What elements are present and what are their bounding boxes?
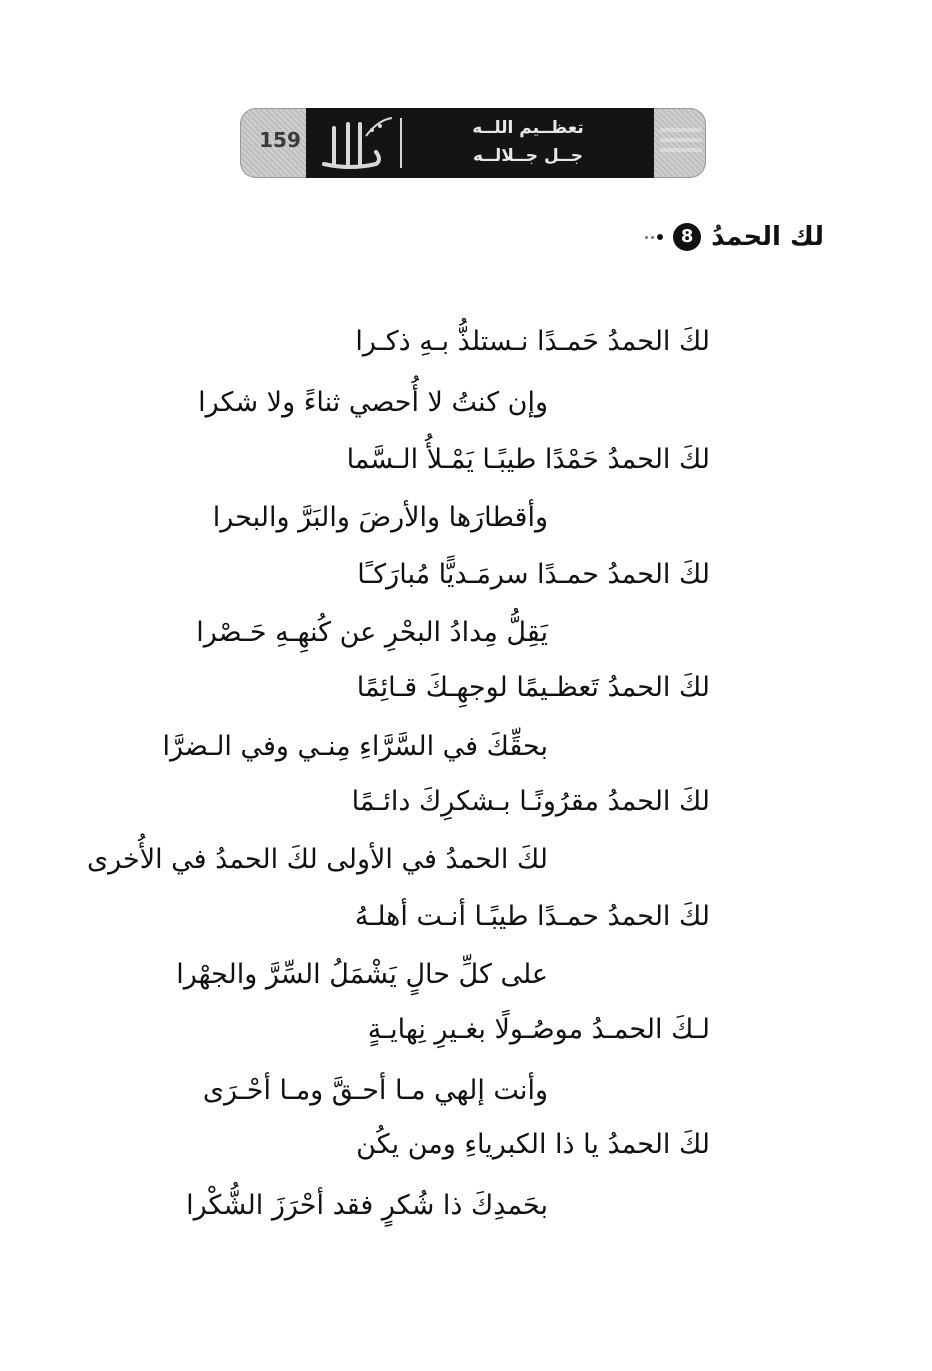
verse-5-second-hemistich: لكَ الحمدُ في الأولى لكَ الحمدُ في الأُخرى: [86, 844, 548, 875]
verse-5-first-hemistich: لكَ الحمدُ مقرُونًـا بـشكرِكَ دائـمًا: [351, 786, 710, 817]
banner-title-line-2: جــل جــلالــه: [472, 146, 584, 166]
verse-1-second-hemistich: وإن كنتُ لا أُحصي ثناءً ولا شكرا: [198, 387, 548, 418]
banner-title-line-1: تعظــيم اللــه: [472, 118, 584, 138]
verse-4-second-hemistich: بحقِّكَ في السَّرَّاءِ مِنـي وفي الـضرَّا: [162, 731, 548, 762]
verse-8-second-hemistich: بحَمدِكَ ذا شُكرٍ فقد أحْرَزَ الشُّكْرا: [186, 1190, 548, 1221]
page-number: 159: [259, 128, 301, 152]
verse-3-second-hemistich: يَقِلُّ مِدادُ البحْرِ عن كُنهِـهِ حَـصْرا: [196, 617, 548, 648]
verse-8-first-hemistich: لكَ الحمدُ يا ذا الكبرياءِ ومن يكُن: [356, 1129, 710, 1160]
verse-7-first-hemistich: لـكَ الحمـدُ موصُـولًا بغـيرِ نِهايـةٍ: [367, 1014, 710, 1045]
verse-3-first-hemistich: لكَ الحمدُ حمـدًا سرمَـديًّا مُبارَكـًا: [357, 559, 710, 590]
verse-6-second-hemistich: على كلِّ حالٍ يَشْمَلُ السِّرَّ والجهْرا: [176, 959, 548, 990]
section-number-badge: 8: [673, 223, 701, 251]
verse-4-first-hemistich: لكَ الحمدُ تَعظـيمًا لوجهِـكَ قـائِمًا: [356, 672, 710, 703]
verse-6-first-hemistich: لكَ الحمدُ حمـدًا طيبًـا أنـت أهلـهُ: [354, 901, 710, 932]
verse-7-second-hemistich: وأنت إلهي مـا أحـقَّ ومـا أحْـرَى: [202, 1075, 548, 1106]
verse-2-first-hemistich: لكَ الحمدُ حَمْدًا طيبًـا يَمْـلأُ الـسَّما: [346, 444, 710, 475]
verse-1-first-hemistich: لكَ الحمدُ حَمـدًا نـستلذُّ بـهِ ذكـرا: [355, 326, 710, 357]
section-title: لك الحمدُ: [711, 222, 824, 252]
verse-2-second-hemistich: وأقطارَها والأرضَ والبَرَّ والبحرا: [212, 502, 548, 533]
